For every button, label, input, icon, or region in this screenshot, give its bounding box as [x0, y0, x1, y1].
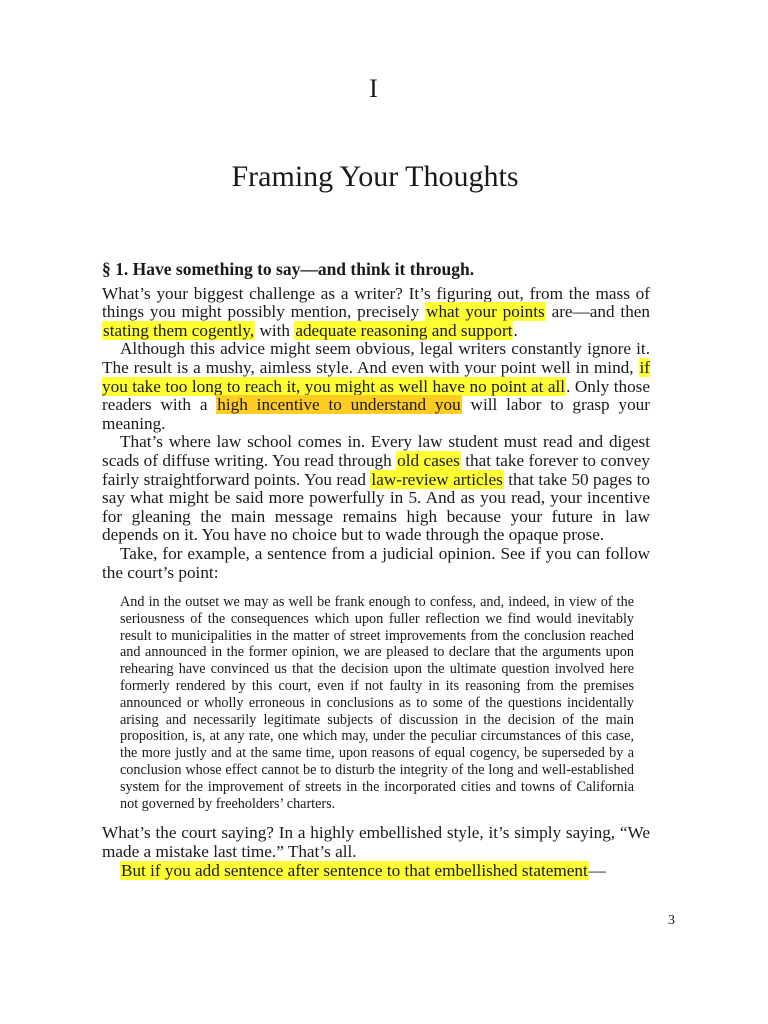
highlight: if you take too long to reach it, you might as well have no point at all: [102, 357, 650, 396]
page-number: 3: [668, 913, 675, 928]
text-run: —: [588, 860, 606, 880]
text-run: .: [513, 320, 518, 340]
paragraph-3: [102, 433, 650, 545]
text-run: that take forever to convey fairly straightforward points. You read: [102, 450, 650, 489]
section-heading: § 1. Have something to say—and think it through.: [102, 259, 475, 279]
highlight: law-review articles: [371, 469, 503, 489]
chapter-title: Framing Your Thoughts: [231, 160, 519, 193]
text-run: . Only those readers with a: [102, 376, 650, 415]
highlight: what your points: [426, 302, 545, 322]
chapter-number: I: [369, 74, 379, 103]
text-run: with: [255, 320, 295, 340]
highlight: But if you add sentence after sentence to that embellished statement: [121, 860, 588, 880]
text-run: will labor to grasp your meaning.: [102, 395, 650, 433]
highlight: old cases: [397, 450, 460, 470]
paragraph-2: [102, 340, 650, 433]
text-run: That’s where law school comes in. Every law student must read and digest scads of diffuse writing. You read through: [102, 432, 650, 470]
block-quote: And in the outset we may as well be frank enough to confess, and, indeed, in view of the seriousness of the consequences which upon fuller reflection we find would inevitably result to municipalities in the matter of street improvements from the conclusion reached and announced in the former opinion, we are pleased to declare that the arguments upon rehearing have convinced us that the decision upon the ultimate question involved here formerly rendered by this court, even if not faulty in its reasoning from the premises announced or wholly erroneous in conclusions as to some of the questions incidentally arising and necessarily legitimate subjects of discussion in the decision of the main proposition, is, at any rate, one which may, under the peculiar circumstances of this case, the more justly and at the same time, upon reasons of equal cogency, be superseded by a conclusion whose effect cannot be to disturb the integrity of the long and well-established system for the improvement of streets in the incorporated cities and towns of California not governed by freeholders’ charters.: [120, 594, 634, 812]
highlight: stating them cogently,: [103, 320, 255, 340]
text-run: that take 50 pages to say what might be said more powerfully in 5. And as you read, your incentive for gleaning the main message remains high because your future in law depends on it. You have no choice but to wade through the opaque prose.: [102, 469, 650, 545]
paragraph-6: [102, 862, 650, 881]
paragraph-4: Take, for example, a sentence from a judicial opinion. See if you can follow the court’s point:: [102, 543, 650, 582]
body-text: [102, 260, 650, 880]
highlight-orange: high incentive to understand you: [217, 395, 461, 415]
text-run: What’s your biggest challenge as a writer? It’s figuring out, from the mass of things you might possibly mention, precisely: [102, 283, 650, 322]
highlight: adequate reasoning and support: [295, 320, 513, 340]
paragraph-1: [102, 285, 650, 341]
paragraph-5: What’s the court saying? In a highly embellished style, it’s simply saying, “We made a mistake last time.” That’s all.: [102, 823, 650, 862]
text-run: Although this advice might seem obvious, legal writers constantly ignore it. The result is a mushy, aimless style. And even with your point well in mind,: [102, 339, 650, 377]
text-run: are—and then: [545, 302, 651, 322]
